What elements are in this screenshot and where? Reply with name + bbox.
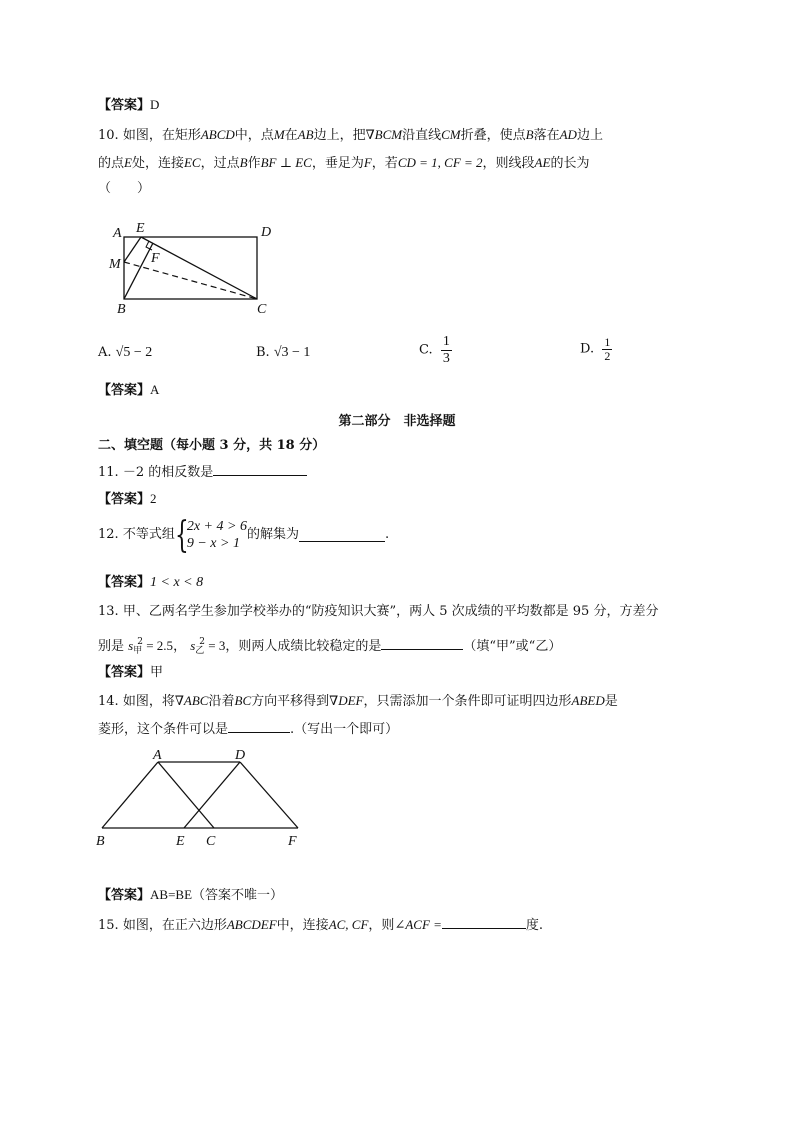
label-b: B (96, 834, 105, 849)
option-a: A. √5 − 2 (98, 345, 153, 360)
figure-translation (90, 742, 310, 850)
question-10-paren: （ ） (98, 181, 151, 196)
label-f: F (288, 834, 297, 849)
question-10-line1: 10. 如图，在矩形ABCD中，点M在AB边上，把∇BCM沿直线CM折叠，使点B落在AD边上 (98, 127, 603, 143)
label-a: A (153, 748, 162, 763)
question-14-line2: 菱形，这个条件可以是 .（写出一个即可） (98, 722, 399, 737)
label-d: D (235, 748, 246, 763)
answer-12: 【答案】1 < x < 8 (98, 575, 204, 590)
segment-df (240, 762, 298, 828)
segment-mc-dashed (124, 262, 257, 299)
answer-13: 【答案】甲 (98, 664, 164, 680)
segment-ec (141, 237, 257, 299)
answer-9: 【答案】D (98, 97, 160, 113)
question-12: 12. 不等式组 { 2x + 4 > 6 9 − x > 1 的解集为 . (98, 515, 390, 556)
section-2-heading: 二、填空题（每小题 3 分，共 18 分） (98, 438, 326, 453)
question-13-line1: 13. 甲、乙两名学生参加学校举办的“防疫知识大赛”，两人 5 次成绩的平均数都是 95 分，方差分 (98, 604, 659, 619)
label-e: E (176, 834, 185, 849)
label-a: A (113, 226, 122, 241)
inequality-system: { 2x + 4 > 6 9 − x > 1 (174, 515, 247, 556)
segment-bf (124, 243, 153, 299)
segment-me (124, 237, 141, 262)
question-10-line2: 的点E处，连接EC，过点B作BF ⊥ EC，垂足为F，若CD = 1, CF = 2，则线段AE的长为 (98, 155, 590, 171)
answer-blank[interactable] (442, 916, 526, 929)
option-c: C. $\frac{1}{3}$ (419, 334, 450, 366)
question-14-line1: 14. 如图，将∇ABC沿着BC方向平移得到∇DEF，只需添加一个条件即可证明四边形ABED是 (98, 693, 618, 709)
answer-14: 【答案】AB=BE（答案不唯一） (98, 887, 284, 903)
part-2-heading: 第二部分 非选择题 (338, 414, 456, 429)
label-c: C (206, 834, 216, 849)
label-d: D (261, 225, 272, 240)
label-b: B (117, 302, 126, 315)
answer-label: 【答案】 (98, 98, 151, 113)
answer-11: 【答案】2 (98, 491, 157, 507)
question-13-line2: 别是 $s_甲^2 = 2.5$， $s_乙^2 = 3$，则两人成绩比较稳定的是 （填“甲”或“乙） (98, 637, 562, 656)
label-e: E (136, 221, 145, 236)
answer-blank[interactable] (213, 463, 307, 476)
option-d: D. $\frac{1}{2}$ (580, 335, 611, 363)
segment-ab (102, 762, 158, 828)
segment-ac (158, 762, 214, 828)
question-15: 15. 如图，在正六边形ABCDEF中，连接AC, CF，则∠ACF = 度. (98, 917, 544, 933)
brace: { (174, 515, 189, 556)
segment-de (184, 762, 240, 828)
figure-rectangle-fold (105, 220, 285, 315)
question-11: 11. －2 的相反数是 (98, 463, 307, 482)
label-f: F (151, 251, 160, 266)
option-b: B. √3 − 1 (256, 345, 311, 360)
label-c: C (257, 302, 267, 315)
label-m: M (109, 257, 121, 272)
answer-blank[interactable] (228, 720, 290, 733)
answer-blank[interactable] (299, 529, 385, 542)
answer-10: 【答案】A (98, 382, 160, 398)
answer-blank[interactable] (381, 637, 463, 650)
